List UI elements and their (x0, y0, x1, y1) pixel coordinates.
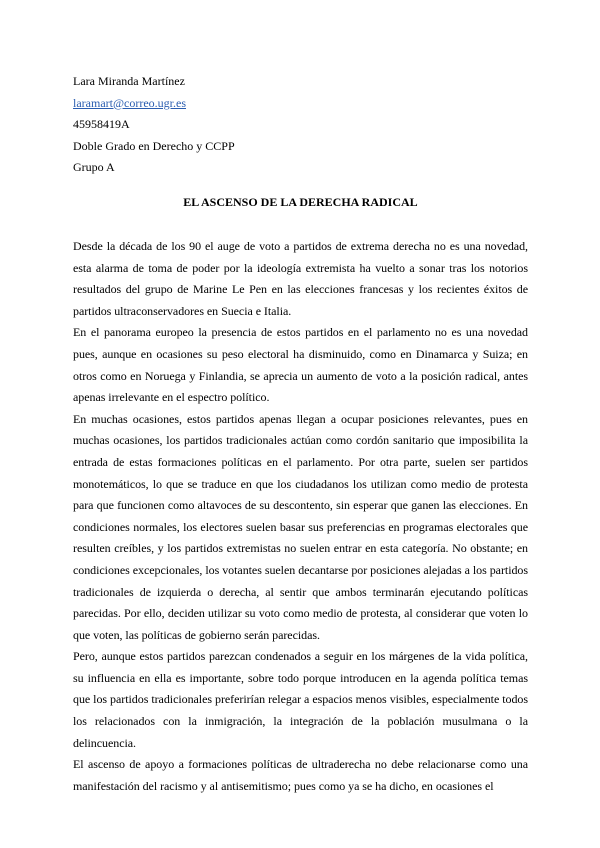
author-name: Lara Miranda Martínez (73, 74, 185, 88)
author-header (73, 71, 533, 179)
paragraph: El ascenso de apoyo a formaciones políticas de ultraderecha no debe relacionarse como una manifestación del racismo y al antisemitismo; pues como ya se ha dicho, en ocasiones el (73, 757, 528, 793)
paragraph: Pero, aunque estos partidos parezcan condenados a seguir en los márgenes de la vida política, su influencia en ella es importante, sobre todo porque introducen en la agenda política temas que los partidos tradicionales preferirían relegar a espacios menos visibles, especialmente todos los relacionados con la inmigración, la integración de la población musulmana o la delincuencia. (73, 649, 528, 750)
author-email-line (73, 93, 533, 115)
author-email-link[interactable]: laramart@correo.ugr.es (73, 95, 186, 110)
author-id-number: 45958419A (73, 117, 130, 131)
paragraph: Desde la década de los 90 el auge de voto a partidos de extrema derecha no es una novedad, esta alarma de toma de poder por la ideología extremista ha vuelto a sonar tras los notorios resultados del grupo de Marine Le Pen en las elecciones francesas y los recientes éxitos de partidos ultraconservadores en Suecia e Italia. (73, 239, 528, 318)
author-group: Grupo A (73, 160, 115, 174)
document-title: EL ASCENSO DE LA DERECHA RADICAL (183, 195, 418, 209)
author-degree: Doble Grado en Derecho y CCPP (73, 138, 235, 153)
paragraph: En muchas ocasiones, estos partidos apenas llegan a ocupar posiciones relevantes, pues en muchas ocasiones, los partidos tradicionales actúan como cordón sanitario que imposibilita la entrada de estas formaciones políticas en el parlamento. Por otra parte, suelen ser partidos monotemáticos, lo que se traduce en que los ciudadanos los utilizan como medio de protesta para que funcionen como altavoces de su descontento, sin esperar que ganen las elecciones. En condiciones normales, los electores suelen basar sus preferencias en programas electorales que resulten creíbles, y los partidos extremistas no suelen entrar en esta categoría. No obstante; en condiciones excepcionales, los votantes suelen decantarse por posiciones alejadas a los partidos tradicionales de izquierda o derecha, al sentir que ambos terminarán ejecutando políticas parecidas. Por ello, deciden utilizar su voto como medio de protesta, al considerar que voten lo que voten, las políticas de gobierno serán parecidas. (73, 411, 528, 642)
document-body (73, 236, 528, 797)
paragraph: En el panorama europeo la presencia de estos partidos en el parlamento no es una novedad pues, aunque en ocasiones su peso electoral ha disminuido, como en Dinamarca y Suiza; en otros como en Noruega y Finlandia, se aprecia un aumento de voto a la posición radical, antes apenas irrelevante en el espectro político. (73, 325, 528, 405)
